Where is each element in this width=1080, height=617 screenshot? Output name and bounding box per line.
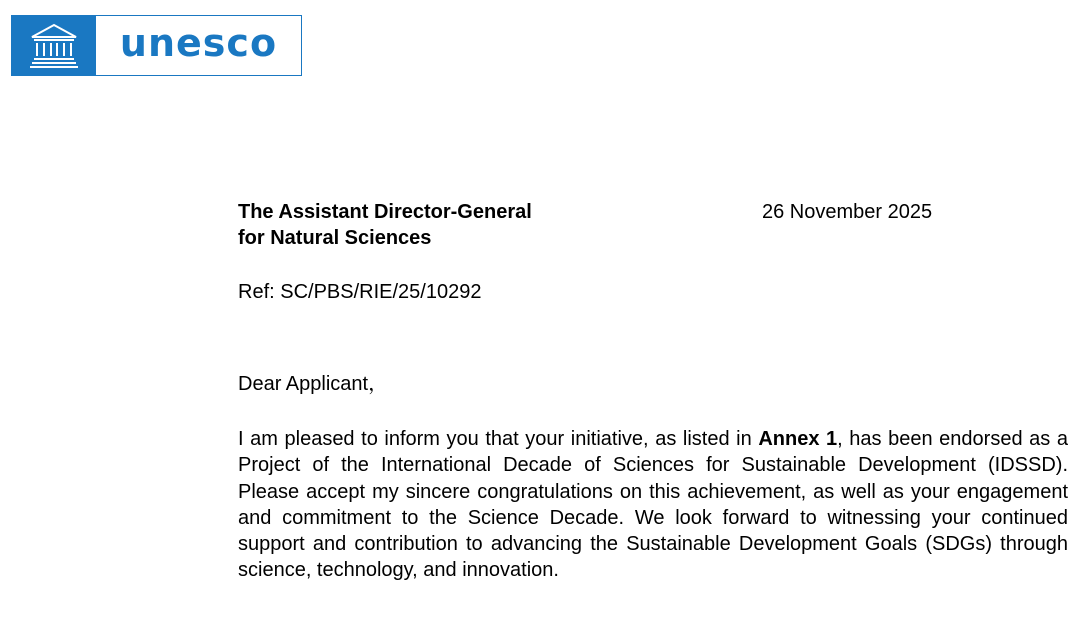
annex-reference: Annex 1	[758, 428, 838, 450]
unesco-wordmark: unesco	[119, 20, 278, 65]
unesco-temple-emblem-icon	[12, 16, 96, 75]
letter-date: 26 November 2025	[762, 201, 933, 223]
paragraph-text-rest: , has been endorsed as a Project of the International Decade of Sciences for Sustainable Development (IDSSD). Please accept my sincere congratulations on this achievement, as well as your engagement and commitment to the Science Decade. We look forward to witnessing your continued support and contribution to advancing the Sustainable Development Goals (SDGs) through science, technology, and innovation.	[238, 428, 1068, 582]
sender-title: The Assistant Director-General	[238, 201, 532, 223]
paragraph-text-start: I am pleased to inform you that your initiative, as listed in	[238, 428, 759, 450]
salutation: Dear Applicant，	[238, 373, 389, 395]
reference-number: Ref: SC/PBS/RIE/25/10292	[238, 281, 482, 303]
temple-icon	[29, 23, 79, 69]
body-paragraph	[238, 426, 1068, 584]
sender-block	[238, 199, 532, 251]
unesco-logo	[11, 15, 302, 76]
sender-department: for Natural Sciences	[238, 227, 432, 249]
